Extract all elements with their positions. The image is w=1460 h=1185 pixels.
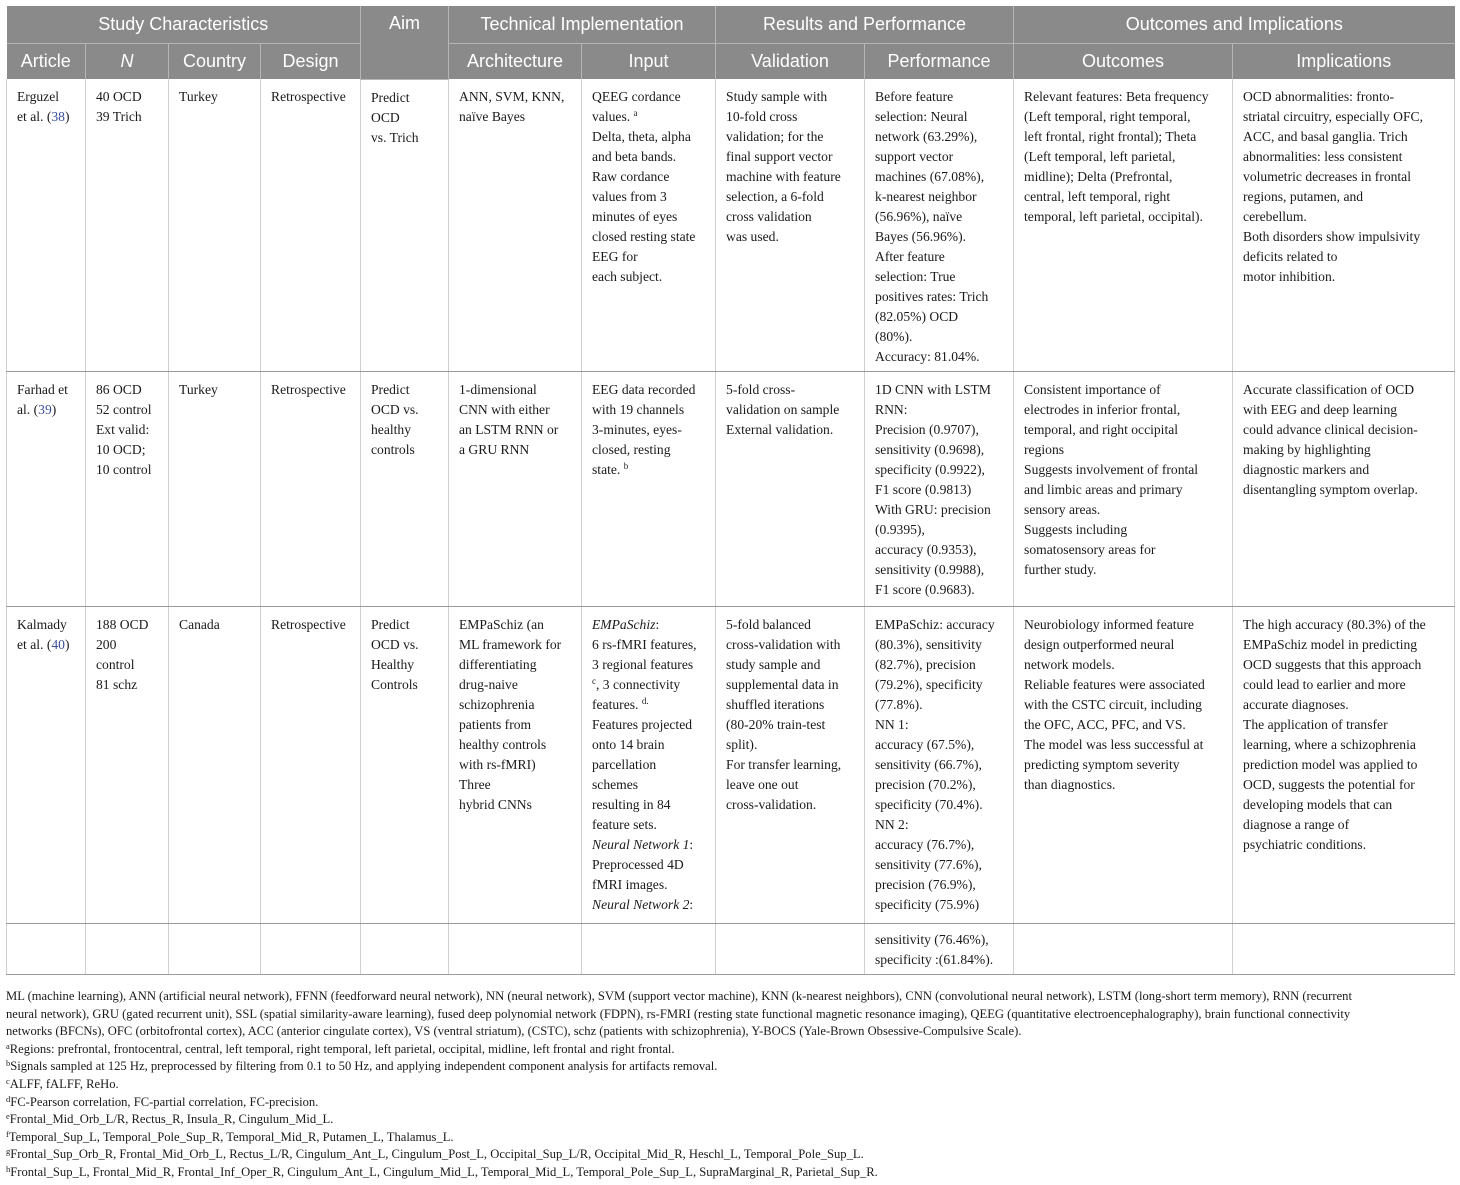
cell-implications: OCD abnormalities: fronto- striatal circuitry, especially OFC, ACC, and basal ganglia. Trich abnormalities: less consistent volumetric decreases in frontal regions, putamen, and cerebellum. Both disorders show impulsivity deficits related to motor inhibition.: [1233, 79, 1455, 372]
cell-article: [7, 924, 86, 975]
cell-country: Turkey: [169, 79, 261, 372]
cell-country: Canada: [169, 607, 261, 924]
group-header-technical: Technical Implementation: [449, 6, 716, 44]
footnote: $^c$ALFF, fALFF, ReHo.: [6, 1075, 119, 1091]
cell-aim: Predict OCD vs. healthy controls: [361, 372, 449, 607]
footnote: $^g$Frontal_Sup_Orb_R, Frontal_Mid_Orb_L, Rectus_L/R, Cingulum_Ant_L, Cingulum_Post_L, Occipital_Sup_L/R, Occipital_Mid_R, Heschl_L, Temporal_Pole_Sup_L.: [6, 1146, 864, 1162]
cell-input: EEG data recorded with 19 channels 3-minutes, eyes- closed, resting state. $^b$: [582, 372, 716, 607]
cell-architecture: 1-dimensional CNN with either an LSTM RNN or a GRU RNN: [449, 372, 582, 607]
cell-input: QEEG cordance values. $^a$ Delta, theta, alpha and beta bands. Raw cordance values from 3 minutes of eyes closed resting state EEG for each subject.: [582, 79, 716, 372]
table-container: [6, 6, 1454, 975]
cell-validation: 5-fold cross- validation on sample External validation.: [716, 372, 865, 607]
cell-architecture: ANN, SVM, KNN, naïve Bayes: [449, 79, 582, 372]
footnote: $^f$Temporal_Sup_L, Temporal_Pole_Sup_R, Temporal_Mid_R, Putamen_L, Thalamus_L.: [6, 1128, 454, 1144]
column-header-implications: Implications: [1233, 44, 1455, 80]
group-header-study: Study Characteristics: [7, 6, 361, 44]
cell-validation: 5-fold balanced cross-validation with study sample and supplemental data in shuffled iterations (80-20% train-test split). For transfer learning, leave one out cross-validation.: [716, 607, 865, 924]
cell-outcomes: Consistent importance of electrodes in inferior frontal, temporal, and right occipital regions Suggests involvement of frontal and limbic areas and primary sensory areas. Suggests including somatosensory areas for further study.: [1014, 372, 1233, 607]
reference-link[interactable]: 38: [51, 109, 65, 124]
abbreviations-line: neural network), GRU (gated recurrent unit), SSL (spatial similarity-aware learning), fused deep polynomial network (FDPN), rs-FMRI (resting state functional magnetic resonance imaging), QEEG (quantitative electroencephalography), brain functional connectivity: [6, 1006, 1351, 1021]
cell-design: Retrospective: [261, 79, 361, 372]
footnote-mark: c: [592, 676, 596, 686]
table-row: [7, 607, 1455, 924]
cell-outcomes: Neurobiology informed feature design outperformed neural network models. Reliable features were associated with the CSTC circuit, including the OFC, ACC, PFC, and VS. The model was less successful at predicting symptom severity than diagnostics.: [1014, 607, 1233, 924]
column-header-article: Article: [7, 44, 86, 80]
cell-n: 188 OCD 200 control 81 schz: [86, 607, 169, 924]
column-header-validation: Validation: [716, 44, 865, 80]
abbreviations-line: ML (machine learning), ANN (artificial neural network), FFNN (feedforward neural network), NN (neural network), SVM (support vector machine), KNN (k-nearest neighbors), CNN (convolutional neural network), LSTM (long-short term memory), RNN (recurrent: [6, 989, 1352, 1003]
cell-validation: Study sample with 10-fold cross validation; for the final support vector machine with feature selection, a 6-fold cross validation was used.: [716, 79, 865, 372]
cell-input: EMPaSchiz: 6 rs-fMRI features, 3 regional features $^c$, 3 connectivity features. $^{d.}$ Features projected onto 14 brain parcellation schemes resulting in 84 feature sets. Neural Network 1: Preprocessed 4D fMRI images. Neural Network 2:: [582, 607, 716, 924]
study-table: [6, 6, 1455, 975]
cell-n: [86, 924, 169, 975]
table-row: [7, 372, 1455, 607]
column-header-aim: Aim: [361, 6, 449, 79]
cell-n: 86 OCD 52 control Ext valid: 10 OCD; 10 control: [86, 372, 169, 607]
cell-performance: Before feature selection: Neural network (63.29%), support vector machines (67.08%), k-nearest neighbor (56.96%), naïve Bayes (56.96%). After feature selection: True positives rates: Trich (82.05%) OCD (80%). Accuracy: 81.04%.: [865, 79, 1014, 372]
cell-performance: 1D CNN with LSTM RNN: Precision (0.9707), sensitivity (0.9698), specificity (0.9922), F1 score (0.9813) With GRU: precision (0.9395), accuracy (0.9353), sensitivity (0.9988), F1 score (0.9683).: [865, 372, 1014, 607]
group-header-results: Results and Performance: [716, 6, 1014, 44]
table-footnotes: [6, 988, 1454, 1182]
cell-outcomes: Relevant features: Beta frequency (Left temporal, right temporal, left frontal, right frontal); Theta (Left temporal, left parietal, midline); Delta (Prefrontal, central, left temporal, right temporal, left parietal, occipital).: [1014, 79, 1233, 372]
cell-implications: [1233, 924, 1455, 975]
column-header-architecture: Architecture: [449, 44, 582, 80]
column-header-n: N: [86, 44, 169, 80]
reference-link[interactable]: 40: [51, 637, 65, 652]
reference-link[interactable]: 39: [38, 402, 52, 417]
footnote-mark: a: [633, 108, 638, 118]
cell-performance: sensitivity (76.46%), specificity :(61.84%).: [865, 924, 1014, 975]
cell-design: Retrospective: [261, 372, 361, 607]
cell-article: Erguzel et al. (38): [7, 79, 86, 372]
cell-article: Farhad et al. (39): [7, 372, 86, 607]
column-header-input: Input: [582, 44, 716, 80]
cell-performance: EMPaSchiz: accuracy (80.3%), sensitivity (82.7%), precision (79.2%), specificity (77.8%). NN 1: accuracy (67.5%), sensitivity (66.7%), precision (70.2%), specificity (70.4%). NN 2: accuracy (76.7%), sensitivity (77.6%), precision (76.9%), specificity (75.9%): [865, 607, 1014, 924]
cell-design: [261, 924, 361, 975]
cell-input: [582, 924, 716, 975]
footnote: $^a$Regions: prefrontal, frontocentral, central, left temporal, right temporal, left parietal, occipital, midline, left frontal and right frontal.: [6, 1040, 675, 1056]
table-body: [7, 79, 1455, 975]
footnote: $^d$FC-Pearson correlation, FC-partial correlation, FC-precision.: [6, 1093, 319, 1109]
footnote: $^e$Frontal_Mid_Orb_L/R, Rectus_R, Insula_R, Cingulum_Mid_L.: [6, 1111, 334, 1127]
cell-architecture: [449, 924, 582, 975]
cell-implications: The high accuracy (80.3%) of the EMPaSchiz model in predicting OCD suggests that this approach could lead to earlier and more accurate diagnoses. The application of transfer learning, where a schizophrenia prediction model was applied to OCD, suggests the potential for developing models that can diagnose a range of psychiatric conditions.: [1233, 607, 1455, 924]
cell-country: [169, 924, 261, 975]
footnote-mark: b: [623, 461, 629, 471]
table-row: [7, 79, 1455, 372]
cell-aim: Predict OCD vs. Trich: [361, 79, 449, 372]
cell-implications: Accurate classification of OCD with EEG and deep learning could advance clinical decision- making by highlighting diagnostic markers and disentangling symptom overlap.: [1233, 372, 1455, 607]
abbreviations-line: networks (BFCNs), OFC (orbitofrontal cortex), ACC (anterior cingulate cortex), VS (ventral striatum), (CSTC), schz (patients with schizophrenia), Y-BOCS (Yale-Brown Obsessive-Compulsive Scale).: [6, 1024, 1022, 1039]
footnote: $^b$Signals sampled at 125 Hz, preprocessed by filtering from 0.1 to 50 Hz, and applying independent component analysis for artifacts removal.: [6, 1058, 718, 1074]
cell-outcomes: [1014, 924, 1233, 975]
footnote: $^h$Frontal_Sup_L, Frontal_Mid_R, Frontal_Inf_Oper_R, Cingulum_Ant_L, Cingulum_Mid_L, Temporal_Mid_L, Temporal_Pole_Sup_L, SupraMarginal_R, Parietal_Sup_R.: [6, 1163, 878, 1179]
cell-design: Retrospective: [261, 607, 361, 924]
footnote-mark: d.: [641, 696, 649, 706]
cell-country: Turkey: [169, 372, 261, 607]
column-header-performance: Performance: [865, 44, 1014, 80]
column-header-design: Design: [261, 44, 361, 80]
cell-n: 40 OCD 39 Trich: [86, 79, 169, 372]
table-header: [7, 6, 1455, 79]
group-header-outcomes: Outcomes and Implications: [1014, 6, 1455, 44]
cell-validation: [716, 924, 865, 975]
column-header-country: Country: [169, 44, 261, 80]
column-header-outcomes: Outcomes: [1014, 44, 1233, 80]
cell-aim: Predict OCD vs. Healthy Controls: [361, 607, 449, 924]
table-row: [7, 924, 1455, 975]
cell-aim: [361, 924, 449, 975]
cell-architecture: EMPaSchiz (an ML framework for differentiating drug-naive schizophrenia patients from healthy controls with rs-fMRI) Three hybrid CNNs: [449, 607, 582, 924]
cell-article: Kalmady et al. (40): [7, 607, 86, 924]
